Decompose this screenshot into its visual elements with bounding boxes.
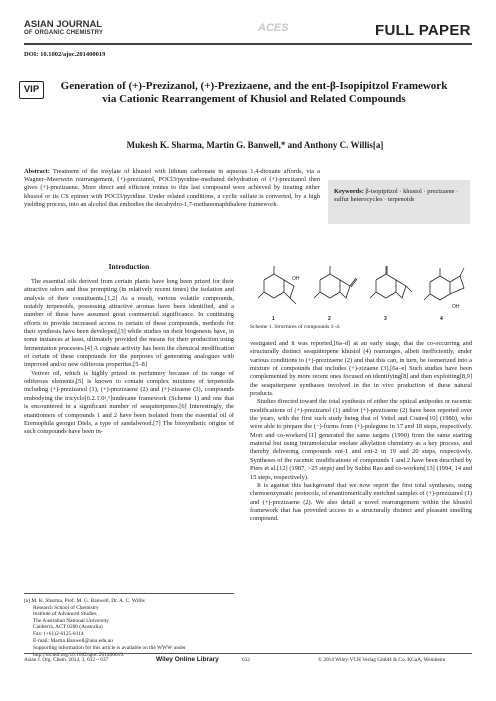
footer-rule [24,653,472,654]
compound-label: 3 [384,316,387,322]
journal-logo [24,20,103,38]
paragraph: The essential oils derived from certain plants have long been prized for their attractive odors and thus prompting (in relatively recent times) the isolation and analysis of their constituents.[1,2] As a result, various volatile compounds, notably terpenoids, possessing attractive aromas have been identified, and a number of these have assumed great commercial significance. In continuing efforts to provide increased access to certain of these compounds, methods for their synthesis have been developed,[3] while studies on their biogenesis have, in some instances at least, ultimately provided the means for their production using fermentation processes.[4] A cognate activity has been the chemical modification of certain of these compounds for the purposes of generating analogues with improved and/or new odiferous properties.[5–8] [24,278,234,369]
paragraph: vestigated and it was reported,[6a–d] at an early stage, that the co-occurring and structurally distinct sesquiterpene khusiol (4) rearranges, albeit inefficiently, under various conditions to (+)-prezizaene (2) and that this can, in turn, be isomerized into a mixture of compounds that includes (+)-zizaene (3).[6a–e] Such studies have been complemented by more recent ones focused on identifying[8] and then exploiting[8,9] the sesquiterpene synthases involved in the in vivo production of these natural products. [250,340,472,398]
journal-name: ASIAN JOURNAL [24,19,103,30]
compound-label: 1 [272,316,275,322]
section-heading-introduction: Introduction [108,262,150,271]
keywords-text: β-isopipitzol · khusiol · prezizaene · sulfur heterocycles · terpenoids [334,188,459,204]
vip-badge: VIP [19,81,44,99]
footnote-line: Institute of Advanced Studies [33,611,97,618]
supporting-info[interactable]: Supporting information for this article is available on the WWW under http://dx.doi.org/10.1002/ajoc.201400019. [33,645,186,658]
abstract-label: Abstract: [24,168,50,175]
journal-subtitle: OF ORGANIC CHEMISTRY [24,30,104,36]
page-number: 632 [242,657,250,663]
aces-logo: ACES [258,22,289,34]
scheme-1-figure [250,260,472,324]
article-title: Generation of (+)-Prezizanol, (+)-Prezizaene, and the ent-β-Isopipitzol Framework via Cationic Rearrangement of Khusiol and Related Compounds [60,80,448,105]
footnote-line[interactable]: E-mail: Martin.Banwell@anu.edu.au [33,637,113,644]
affiliation-footnote [24,598,234,658]
oh-label: OH [452,304,460,310]
footnote-line: The Australian National University [33,617,109,624]
paragraph: It is against this background that we now report the first total syntheses, using chemoenzymatic protocols, of enantiomerically enriched samples of (+)-prezizanol (1) and (+)-prezizaene (2). We also detail a novel rearrangement within the khusiol framework that has provided access to a structurally distinct and pleasant smelling compound. [250,481,472,523]
scheme-caption: Scheme 1. Structures of compounds 1–4. [250,324,341,330]
column-right [250,340,472,524]
paragraph: Vetiver oil, which is highly prized in perfumery because of its range of odiferous elements,[5] is known to contain complex mixtures of terpenoids including (+)-prezizanol (1), (+)-prezizaene (2) and (+)-zizaene (3), compounds embodying the tricyclo[6.2.1.0¹,⁵]undecane framework (Scheme 1) and one that is encountered in a significant number of sesquiterpenes.[6] Interestingly, the enantiomers of compounds 1 and 2 have been isolated from the essential oil of Eremophila georgei Diels, a type of sandalwood.[7] The biosynthetic origins of such compounds have been in- [24,369,234,436]
footnote-line: Research School of Chemistry [33,604,99,611]
footnote-line: Canberra, ACT 0200 (Australia) [33,624,103,631]
structure-1 [258,266,300,304]
compound-label: 2 [328,316,331,322]
doi[interactable]: DOI: 10.1002/ajoc.201400019 [24,51,106,58]
header-rule [24,43,472,45]
footnote-rule [24,593,234,594]
structure-2 [314,266,357,298]
copyright: © 2014 Wiley-VCH Verlag GmbH & Co. KGaA, Weinheim [318,657,446,663]
author-list: Mukesh K. Sharma, Martin G. Banwell,* and Anthony C. Willis[a] [126,140,384,150]
footnote-line: [a] M. K. Sharma, Prof. M. G. Banwell, Dr. A. C. Willis [24,598,145,604]
oh-label: OH [292,276,300,282]
footer-citation: Asian J. Org. Chem. 2014, 3, 632 – 637 [24,657,109,663]
column-left [24,278,234,437]
abstract [24,168,320,209]
paragraph: Studies directed toward the total synthesis of either the optical antipodes or racemic modifications of (+)-prezizanol (1) and/or (+)-prezizaene (2) have been reported over the years, with the first such study being that of Vettel and Coates[10] (1980), who were able to prepare the (−)-forms from (+)-pulegone in 17 and 18 steps, respectively. Mori and co-workers[11] generated the same targets (1990) from the same starting material but using intramolecular enolate alkylation chemistry as a key process, and thereby delivering compounds ent-1 and ent-2 in 19 and 20 steps, respectively. Syntheses of the racemic modifications of compounds 1 and 2 have been described by Piers et al.[12] (1987, >25 steps) and by Subba Rao and co-workers[13] (1994, 14 and 15 steps, respectively). [250,398,472,481]
section-label: FULL PAPER [375,22,471,39]
keywords-box [328,180,470,224]
keywords-label: Keywords: [334,188,364,195]
compound-label: 4 [440,316,443,322]
footnote-line: Fax: (+61)2-6125-8114 [33,630,84,637]
structure-3 [370,266,412,298]
structure-4 [424,268,464,310]
wiley-online-library-link[interactable]: Wiley Online Library [156,656,219,663]
abstract-text: Treatment of the tosylate of khusiol with lithium carbonate in aqueous 1,4-dioxane affords, via a Wagner–Meerwein rearrangement, (+)-prezizanol, POCl3/pyridine-mediated dehydration of (+)-prezizanol then gives (+)-prezizaene. More direct and efficient routes to this last compound were achieved by treating either khusiol or its CS epimer with POCl3/pyridine. Under related conditions, a cyclic sulfate is converted, by a high yielding process, into an alcohol that embodies the decahydro-1,7-methanonaphthalene framework. [24,168,320,208]
